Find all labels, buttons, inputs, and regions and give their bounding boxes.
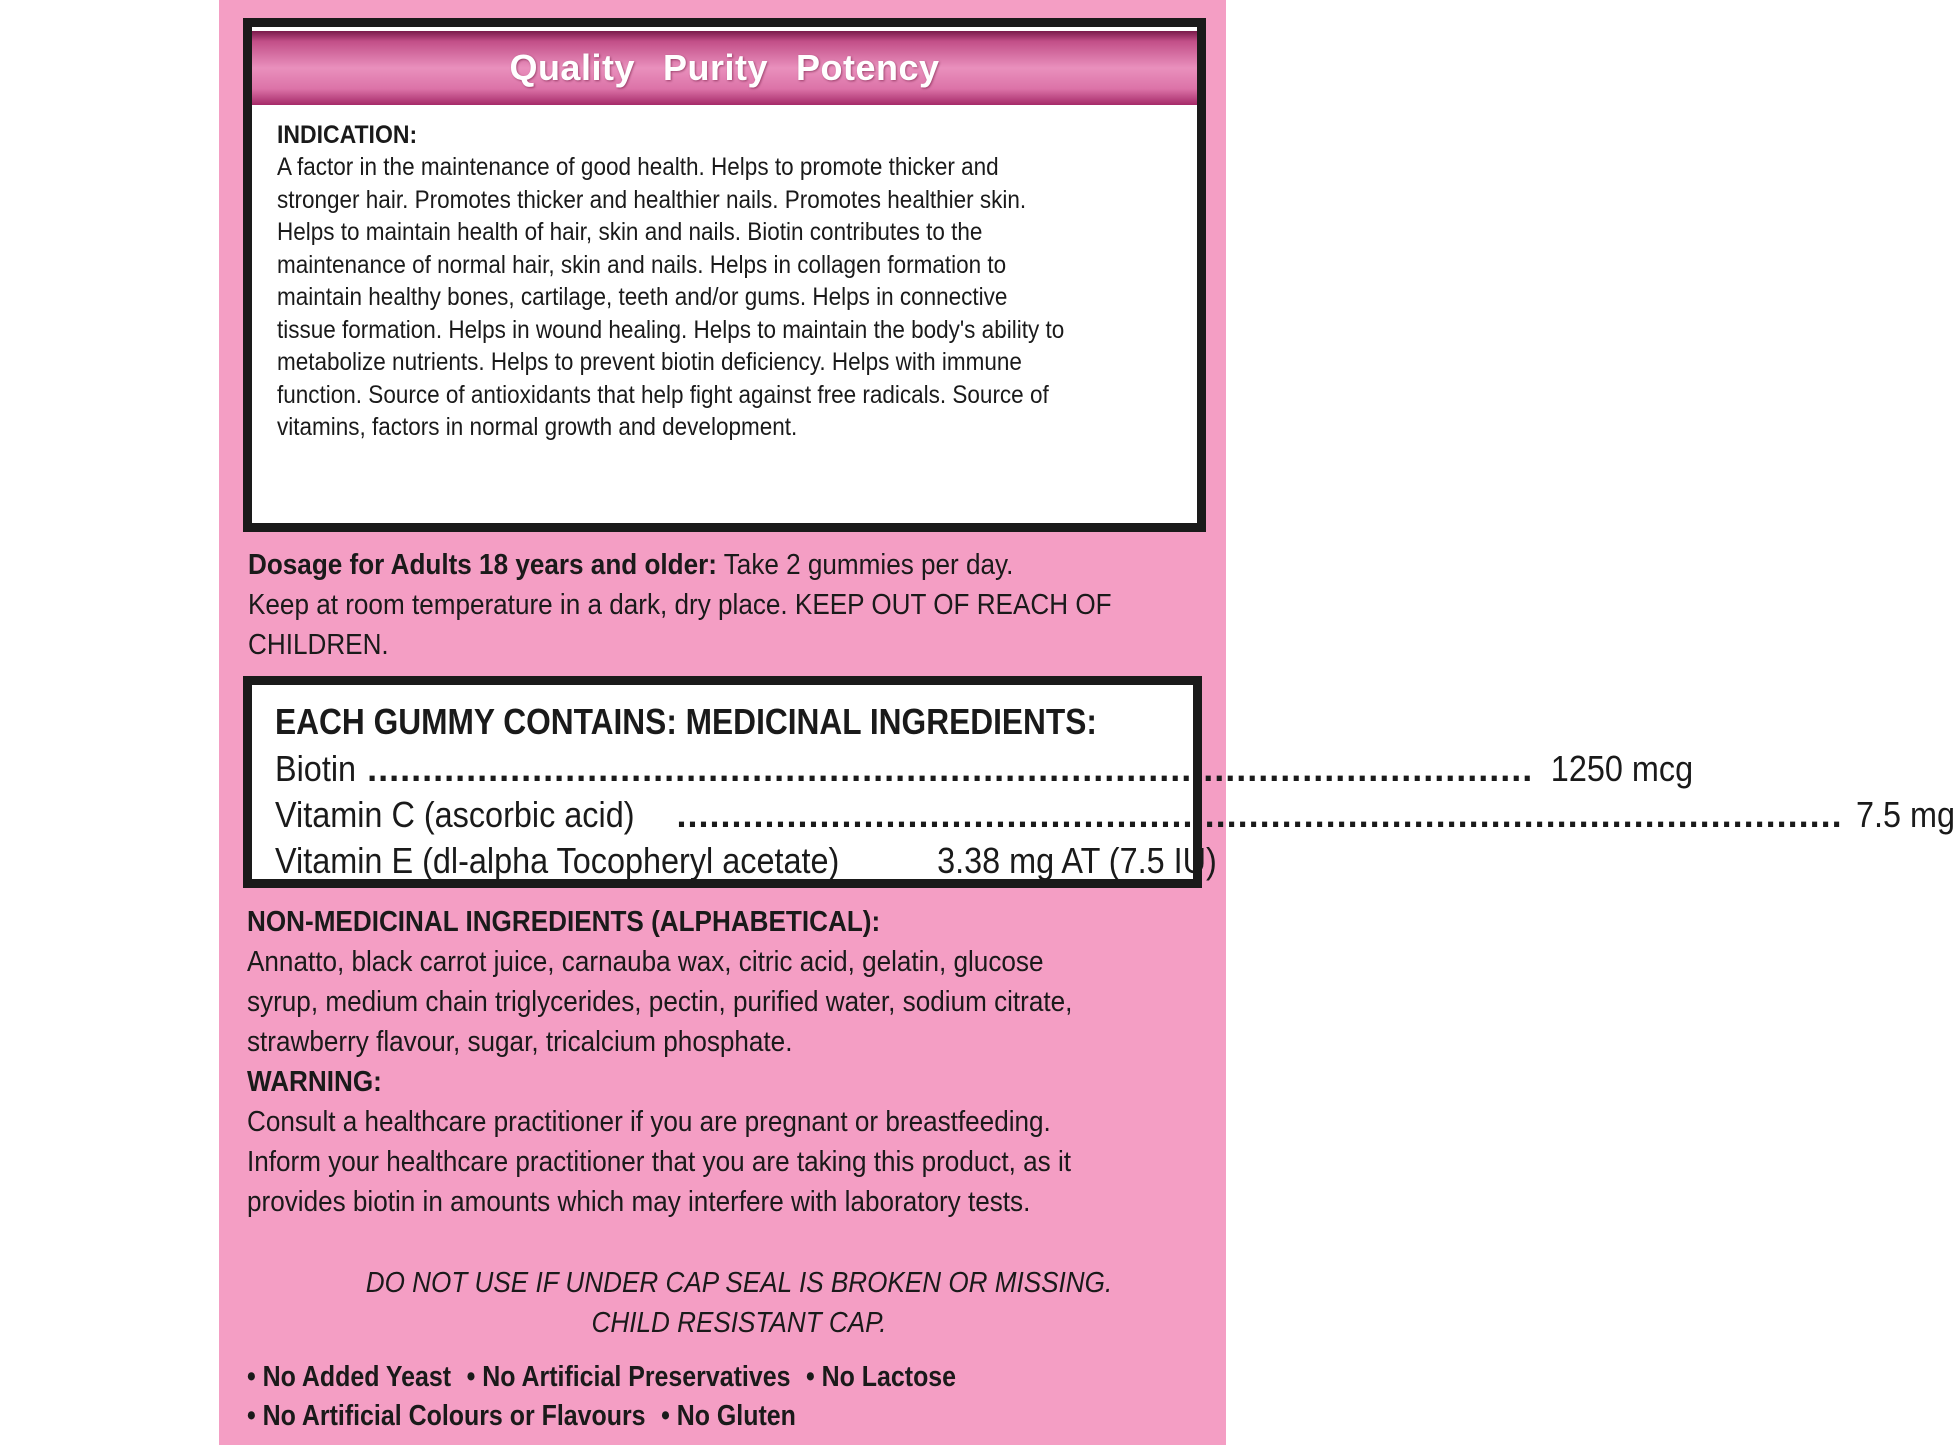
- claim-item: No Gluten: [676, 1400, 796, 1432]
- dosage-line: [248, 545, 1103, 585]
- claim-item: No Lactose: [821, 1361, 957, 1393]
- indication-line: maintenance of normal hair, skin and nails. Helps in collagen formation to: [277, 250, 1007, 279]
- indication-line: stronger hair. Promotes thicker and healthier nails. Promotes healthier skin.: [277, 185, 1027, 214]
- storage-line: Keep at room temperature in a dark, dry place. KEEP OUT OF REACH OF: [248, 589, 1112, 621]
- banner-word-purity: Purity: [662, 47, 768, 88]
- ingredient-name: Vitamin C (ascorbic acid): [275, 794, 635, 835]
- banner-word-quality: Quality: [509, 47, 635, 88]
- ingredient-row: [275, 793, 1955, 837]
- non-medicinal-line: Annatto, black carrot juice, carnauba wax, citric acid, gelatin, glucose: [247, 946, 1044, 978]
- ingredient-amount: 7.5 mg: [1855, 794, 1955, 835]
- bullet-icon: •: [661, 1400, 670, 1432]
- medicinal-title: EACH GUMMY CONTAINS: MEDICINAL INGREDIENTS:: [275, 701, 1097, 742]
- dosage-section: [248, 545, 1198, 665]
- indication-line: vitamins, factors in normal growth and development.: [277, 413, 798, 441]
- indication-box: [243, 18, 1206, 532]
- non-medicinal-section: [247, 902, 1197, 1222]
- non-medicinal-title: NON-MEDICINAL INGREDIENTS (ALPHABETICAL):: [247, 906, 881, 938]
- product-label-panel: [219, 0, 1955, 1445]
- storage-line: CHILDREN.: [248, 629, 389, 661]
- caution-line: DO NOT USE IF UNDER CAP SEAL IS BROKEN OR MISSING.: [365, 1267, 1113, 1299]
- ingredient-amount: 1250 mcg: [1551, 748, 1694, 789]
- claim-item: No Artificial Preservatives: [482, 1361, 791, 1393]
- claim-item: No Added Yeast: [262, 1361, 452, 1393]
- ingredient-name: Biotin: [275, 748, 357, 789]
- banner-word-potency: Potency: [796, 47, 940, 88]
- ingredient-name: Vitamin E (dl-alpha Tocopheryl acetate): [275, 840, 840, 881]
- indication-text: [277, 119, 1182, 444]
- indication-line: maintain healthy bones, cartilage, teeth and/or gums. Helps in connective: [277, 283, 1008, 311]
- warning-line: Consult a healthcare practitioner if you are pregnant or breastfeeding.: [247, 1106, 1051, 1138]
- dosage-label: Dosage for Adults 18 years and older:: [248, 549, 717, 581]
- ingredient-row: [275, 839, 1217, 883]
- quality-purity-potency-banner: [252, 31, 1197, 105]
- warning-line: provides biotin in amounts which may interfere with laboratory tests.: [247, 1186, 1031, 1218]
- indication-line: function. Source of antioxidants that help fight against free radicals. Source of: [277, 380, 1049, 409]
- bullet-icon: •: [247, 1361, 256, 1393]
- claim-item: No Artificial Colours or Flavours: [262, 1400, 646, 1432]
- non-medicinal-line: strawberry flavour, sugar, tricalcium phosphate.: [247, 1026, 793, 1058]
- claims-line: [247, 1397, 1064, 1436]
- caution-line: CHILD RESISTANT CAP.: [591, 1307, 887, 1339]
- claims-line: [247, 1358, 1064, 1397]
- dot-leader: ..........................................................................................................: [676, 794, 1843, 835]
- warning-title: WARNING:: [247, 1066, 382, 1098]
- warning-line: Inform your healthcare practitioner that you are taking this product, as it: [247, 1146, 1072, 1178]
- indication-title: INDICATION:: [277, 121, 418, 149]
- ingredient-row: [275, 747, 1694, 791]
- dot-leader: ..........................................................................................................: [367, 748, 1534, 789]
- dosage-instruction: Take 2 gummies per day.: [716, 549, 1014, 581]
- medicinal-ingredients-box: [243, 676, 1955, 888]
- indication-line: Helps to maintain health of hair, skin and nails. Biotin contributes to the: [277, 218, 983, 246]
- non-medicinal-line: syrup, medium chain triglycerides, pectin, purified water, sodium citrate,: [247, 986, 1073, 1018]
- bullet-icon: •: [806, 1361, 815, 1393]
- product-claims: [247, 1358, 1197, 1436]
- cap-seal-caution: [219, 1263, 1259, 1343]
- indication-line: tissue formation. Helps in wound healing. Helps to maintain the body's ability to: [277, 315, 1065, 344]
- ingredient-amount: 3.38 mg AT (7.5 IU): [937, 840, 1217, 881]
- indication-line: A factor in the maintenance of good health. Helps to promote thicker and: [277, 153, 999, 181]
- bullet-icon: •: [466, 1361, 476, 1393]
- bullet-icon: •: [247, 1400, 256, 1432]
- indication-line: metabolize nutrients. Helps to prevent biotin deficiency. Helps with immune: [277, 348, 1022, 376]
